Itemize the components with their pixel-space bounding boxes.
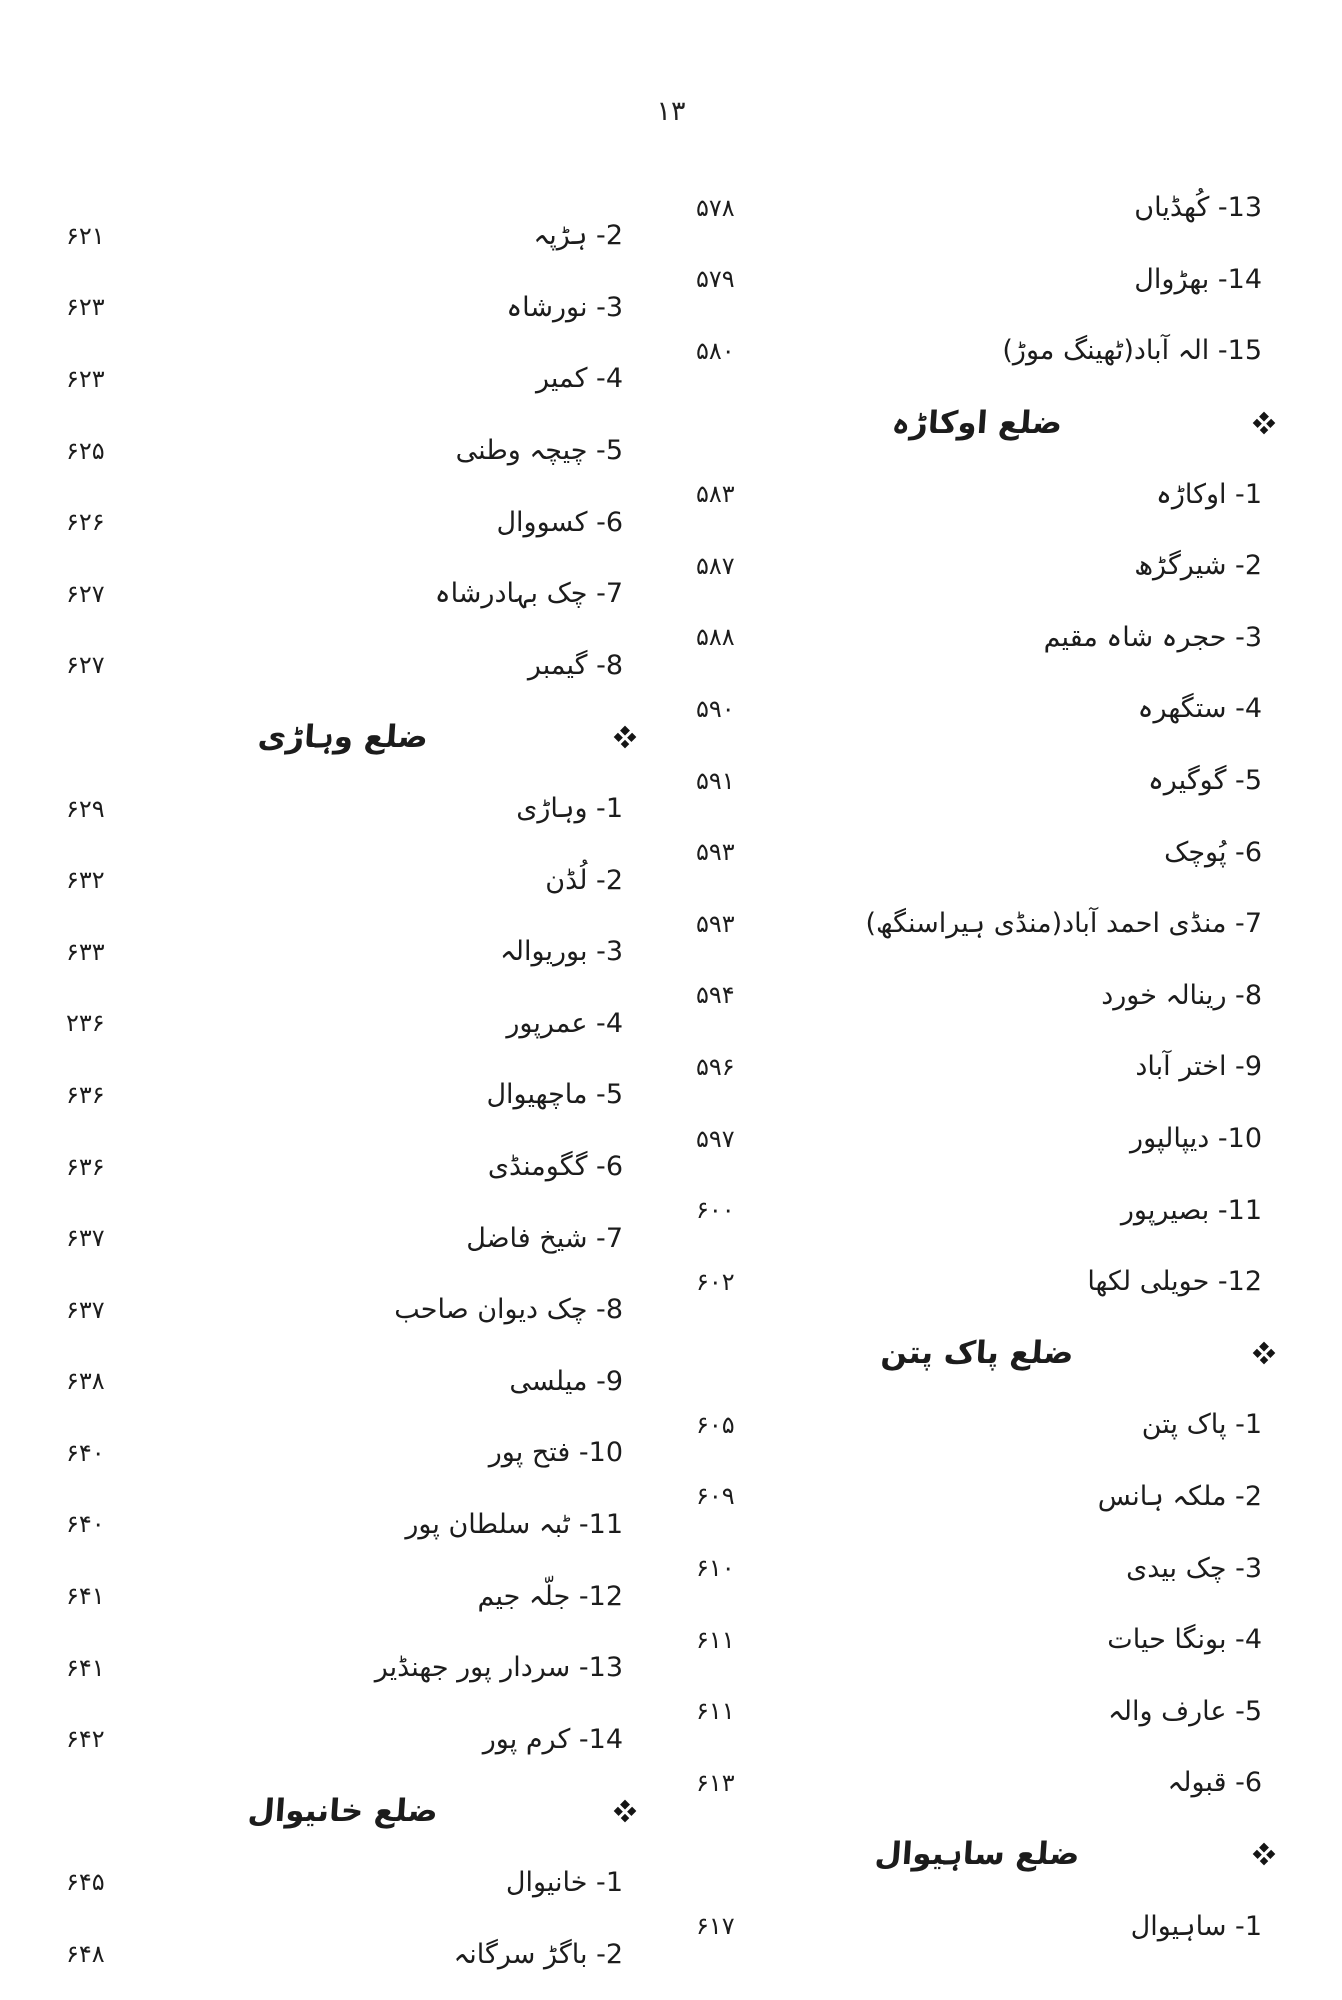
toc-entry-page: ۶۳۶ (66, 1152, 105, 1181)
district-header-row (60, 701, 625, 773)
toc-entry-label: 5- چیچہ وطنی (455, 435, 623, 467)
toc-entry-page: ۵۹۰ (696, 694, 735, 723)
district-header-row (690, 1318, 1264, 1390)
toc-entry-label: 7- منڈی احمد آباد(منڈی ہیراسنگھ) (865, 908, 1262, 940)
toc-entry-row (60, 486, 625, 558)
toc-column-right (690, 172, 1264, 1962)
toc-entry-page: ۶۴۱ (66, 1582, 105, 1611)
toc-entry-label: 1- وہاڑی (516, 793, 623, 825)
toc-entry-label: 6- کسووال (496, 506, 623, 538)
toc-entry-page: ۵۸۳ (696, 480, 735, 509)
toc-entry-row (60, 773, 625, 845)
toc-entry-label: 7- شیخ فاضل (466, 1222, 623, 1254)
toc-entry-row (690, 315, 1264, 387)
page-number: ۱۳ (656, 96, 686, 127)
toc-entry-row (690, 1890, 1264, 1962)
toc-entry-page: ۵۹۱ (696, 766, 735, 795)
toc-entry-page: ۶۳۷ (66, 1295, 105, 1324)
toc-entry-page: ۶۳۷ (66, 1224, 105, 1253)
toc-entry-label: 2- لُڈن (545, 864, 623, 896)
toc-entry-page: ۵۸۰ (696, 336, 735, 365)
toc-entry-page: ۶۱۳ (696, 1768, 735, 1797)
toc-entry-label: 12- حویلی لکھا (1087, 1266, 1262, 1298)
toc-entry-page: ۵۹۳ (696, 838, 735, 867)
toc-entry-label: 4- کمیر (535, 363, 623, 395)
toc-entry-label: 1- ساہیوال (1130, 1910, 1262, 1942)
toc-entry-row (690, 888, 1264, 960)
toc-entry-label: 8- چک دیوان صاحب (394, 1294, 623, 1326)
section-marker-icon (1253, 1342, 1276, 1365)
toc-entry-page: ۵۹۴ (696, 981, 735, 1010)
toc-entry-page: ۶۱۱ (696, 1697, 735, 1726)
toc-entry-label: 13- کُھڈیاں (1134, 192, 1262, 224)
toc-entry-label: 10- فتح پور (488, 1437, 623, 1469)
toc-entry-row (60, 1847, 625, 1919)
toc-entry-row (60, 1560, 625, 1632)
toc-entry-label: 12- جلّہ جیم (477, 1580, 623, 1612)
toc-entry-label: 3- چک بیدی (1126, 1552, 1262, 1584)
toc-entry-page: ۶۳۳ (66, 937, 105, 966)
section-marker-icon (614, 726, 637, 749)
toc-entry-row (690, 1031, 1264, 1103)
toc-entry-label: 5- عارف والہ (1107, 1695, 1262, 1727)
toc-entry-page: ۵۹۳ (696, 909, 735, 938)
toc-entry-page: ۵۷۸ (696, 193, 735, 222)
toc-entry-label: 8- گیمبر (527, 649, 623, 681)
toc-entry-page: ۶۴۸ (66, 1940, 105, 1969)
toc-entry-page: ۶۲۶ (66, 508, 105, 537)
toc-entry-row (60, 558, 625, 630)
toc-entry-label: 14- بھڑوال (1134, 263, 1262, 295)
toc-entry-row (60, 343, 625, 415)
district-header-row (60, 1775, 625, 1847)
toc-entry-page: ۶۴۵ (66, 1868, 105, 1897)
toc-entry-row (60, 1346, 625, 1418)
toc-entry-row (60, 1417, 625, 1489)
toc-entry-row (690, 602, 1264, 674)
toc-entry-label: 2- شیرگڑھ (1134, 550, 1262, 582)
toc-entry-row (60, 988, 625, 1060)
toc-entry-page: ۵۸۸ (696, 623, 735, 652)
toc-entry-row (690, 1246, 1264, 1318)
toc-entry-row (60, 1703, 625, 1775)
toc-entry-row (690, 1747, 1264, 1819)
toc-entry-row (690, 1174, 1264, 1246)
toc-entry-row (60, 1131, 625, 1203)
toc-entry-row (60, 1489, 625, 1561)
toc-entry-row (690, 1604, 1264, 1676)
toc-entry-label: 1- پاک پتن (1141, 1409, 1262, 1441)
toc-entry-page: ۶۱۱ (696, 1625, 735, 1654)
toc-entry-row (690, 1675, 1264, 1747)
toc-entry-label: 2- ہڑپہ (533, 220, 623, 252)
toc-entry-row (690, 816, 1264, 888)
toc-entry-label: 8- رینالہ خورد (1101, 979, 1262, 1011)
toc-entry-page: ۶۲۳ (66, 364, 105, 393)
toc-entry-label: 15- الہ آباد(ٹھینگ موڑ) (1002, 335, 1262, 367)
toc-entry-page: ۶۲۹ (66, 794, 105, 823)
toc-entry-page: ۵۹۶ (696, 1052, 735, 1081)
district-header-row (690, 1819, 1264, 1891)
toc-entry-label: 5- ماچھیوال (486, 1079, 623, 1111)
toc-entry-page: ۶۳۶ (66, 1080, 105, 1109)
district-header: ضلع خانیوال (246, 1792, 439, 1829)
toc-entry-page: ۵۷۹ (696, 265, 735, 294)
toc-entry-row (690, 458, 1264, 530)
toc-entry-row (60, 272, 625, 344)
district-header: ضلع اوکاڑہ (890, 404, 1064, 441)
section-marker-icon (614, 1800, 637, 1823)
toc-entry-label: 1- اوکاڑہ (1156, 478, 1262, 510)
district-header: ضلع پاک پتن (879, 1335, 1075, 1372)
toc-entry-label: 6- پُوچک (1164, 836, 1262, 868)
toc-entry-page: ۶۳۲ (66, 866, 105, 895)
toc-entry-page: ۶۲۵ (66, 436, 105, 465)
toc-entry-row (690, 960, 1264, 1032)
toc-entry-row (60, 916, 625, 988)
toc-entry-row (60, 200, 625, 272)
toc-entry-page: ۶۲۷ (66, 579, 105, 608)
toc-entry-label: 6- قبولہ (1167, 1767, 1262, 1799)
toc-entry-page: ۶۴۰ (66, 1510, 105, 1539)
toc-entry-page: ۲۳۶ (66, 1009, 105, 1038)
toc-entry-row (60, 630, 625, 702)
toc-entry-label: 13- سردار پور جھنڈیر (374, 1652, 623, 1684)
toc-entry-page: ۶۴۲ (66, 1725, 105, 1754)
toc-entry-row (60, 844, 625, 916)
toc-entry-label: 1- خانیوال (505, 1866, 623, 1898)
district-header: ضلع ساہیوال (873, 1836, 1081, 1873)
toc-entry-page: ۶۳۸ (66, 1367, 105, 1396)
toc-entry-label: 3- حجرہ شاہ مقیم (1043, 621, 1262, 653)
toc-entry-row (690, 673, 1264, 745)
toc-entry-row (60, 1059, 625, 1131)
toc-entry-page: ۵۹۷ (696, 1124, 735, 1153)
toc-entry-page: ۶۴۰ (66, 1438, 105, 1467)
toc-entry-row (60, 1632, 625, 1704)
toc-entry-label: 14- کرم پور (482, 1723, 623, 1755)
toc-entry-label: 11- بصیرپور (1120, 1194, 1262, 1226)
toc-entry-label: 2- ملکہ ہانس (1097, 1480, 1262, 1512)
toc-entry-label: 4- بونگا حیات (1107, 1624, 1262, 1656)
toc-entry-page: ۶۰۵ (696, 1410, 735, 1439)
toc-entry-label: 9- اختر آباد (1135, 1051, 1262, 1083)
toc-entry-row (60, 1274, 625, 1346)
toc-entry-page: ۶۰۰ (696, 1196, 735, 1225)
toc-entry-page: ۶۲۳ (66, 293, 105, 322)
toc-entry-row (60, 1918, 625, 1990)
toc-entry-row (690, 1389, 1264, 1461)
toc-entry-page: ۶۱۷ (696, 1912, 735, 1941)
section-marker-icon (1253, 1843, 1276, 1866)
toc-entry-label: 4- عمرپور (506, 1007, 623, 1039)
toc-entry-label: 3- نورشاہ (506, 291, 623, 323)
toc-entry-row (60, 1202, 625, 1274)
toc-entry-page: ۶۱۰ (696, 1554, 735, 1583)
toc-entry-label: 5- گوگیرہ (1147, 765, 1262, 797)
toc-entry-row (690, 745, 1264, 817)
toc-entry-page: ۶۲۷ (66, 651, 105, 680)
toc-entry-label: 10- دیپالپور (1130, 1123, 1262, 1155)
toc-entry-row (690, 530, 1264, 602)
toc-entry-label: 6- گگومنڈی (487, 1151, 623, 1183)
toc-column-left (60, 200, 625, 1990)
section-marker-icon (1253, 411, 1276, 434)
toc-entry-label: 9- میلسی (509, 1365, 623, 1397)
toc-entry-label: 4- ستگھرہ (1137, 693, 1262, 725)
toc-entry-label: 3- بوریوالہ (499, 936, 623, 968)
toc-entry-label: 2- باگڑ سرگانہ (453, 1938, 623, 1970)
district-header: ضلع وہاڑی (256, 718, 429, 755)
toc-entry-row (690, 244, 1264, 316)
toc-entry-page: ۶۰۲ (696, 1267, 735, 1296)
toc-entry-row (690, 1532, 1264, 1604)
toc-entry-label: 7- چک بہادرشاہ (434, 578, 623, 610)
toc-entry-page: ۶۴۱ (66, 1653, 105, 1682)
district-header-row (690, 387, 1264, 459)
toc-entry-page: ۶۲۱ (66, 221, 105, 250)
toc-entry-page: ۶۰۹ (696, 1482, 735, 1511)
toc-entry-row (60, 415, 625, 487)
toc-entry-row (690, 172, 1264, 244)
toc-entry-label: 11- ٹبہ سلطان پور (405, 1508, 623, 1540)
toc-entry-row (690, 1103, 1264, 1175)
toc-entry-row (690, 1461, 1264, 1533)
toc-entry-page: ۵۸۷ (696, 551, 735, 580)
